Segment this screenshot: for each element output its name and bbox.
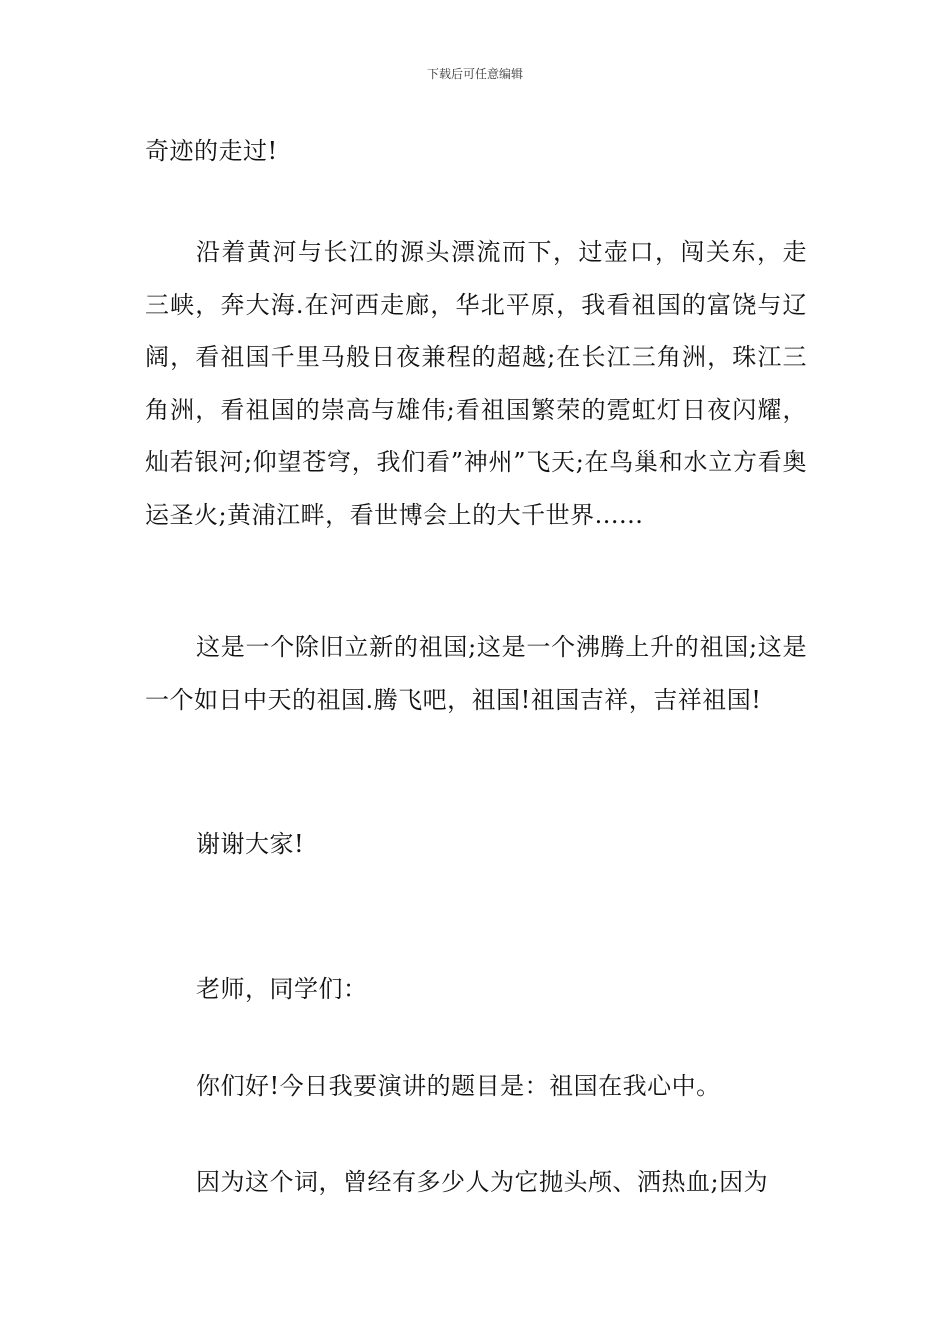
paragraph-motherland: 这是一个除旧立新的祖国;这是一个沸腾上升的祖国;这是一个如日中天的祖国.腾飞吧，祖国!祖国吉祥，吉祥祖国! <box>145 633 807 714</box>
paragraph-thanks: 谢谢大家! <box>196 830 305 858</box>
paragraph-sacrifice: 因为这个词，曾经有多少人为它抛头颅、洒热血;因为 <box>196 1168 769 1196</box>
paragraph-continuation: 奇迹的走过! <box>145 137 278 165</box>
paragraph-greeting: 老师，同学们： <box>196 975 368 1003</box>
paragraph-journey: 沿着黄河与长江的源头漂流而下，过壶口，闯关东，走三峡，奔大海.在河西走廊，华北平原，我看祖国的富饶与辽阔，看祖国千里马般日夜兼程的超越;在长江三角洲，珠江三角洲，看祖国的崇高与雄伟;看祖国繁荣的霓虹灯日夜闪耀，灿若银河;仰望苍穹，我们看”神州”飞天;在鸟巢和水立方看奥运圣火;黄浦江畔，看世博会上的大千世界...... <box>145 238 807 529</box>
page-header: 下载后可任意编辑 <box>426 67 523 81</box>
paragraph-topic: 你们好!今日我要演讲的题目是：祖国在我心中。 <box>196 1072 721 1100</box>
